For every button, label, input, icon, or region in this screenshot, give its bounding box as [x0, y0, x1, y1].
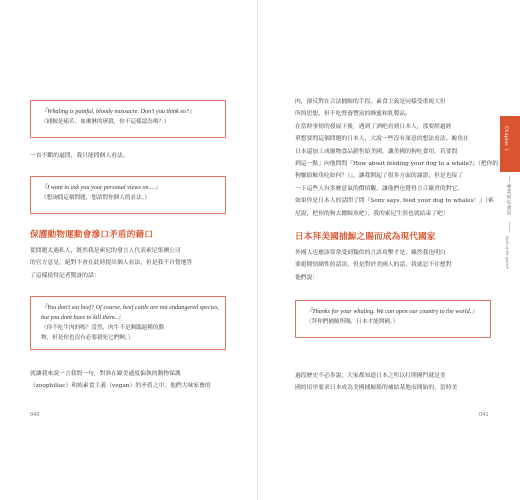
- paragraph: [30, 245, 192, 282]
- text-line: 外國人也應該常常受到類似的言語攻擊才是，雖然我也明白: [295, 250, 446, 256]
- chapter-title-en: Style of the speech: [505, 236, 510, 269]
- example-zh: （你不吃牛肉的嗎？當然，肉牛不是瀕臨絕種的動: [41, 325, 165, 331]
- section-heading: 保護動物運動會滲口矛盾的藉口: [30, 230, 154, 240]
- text-line: 肉，卻反對在合法捕鯨的手段。素食主義是同樣受重視大但: [295, 99, 446, 105]
- paragraph: [295, 370, 457, 395]
- text-line: 尼說，把你的狗去餵鯨魚吧），我的索尼生涯也就結束了吧！: [295, 210, 449, 217]
- example-box-2: [30, 176, 226, 214]
- text-line: 過段歷史不必多說，大家都知道日本之所以打開國門就是美: [295, 373, 446, 379]
- right-page: [259, 0, 520, 500]
- text-line: 要避開情緒性的話語，但是對於美國人的話，我就忍不住想對: [295, 262, 452, 269]
- left-page: [0, 0, 258, 500]
- text-line: 就讓我來說一言我問一句，對准在歐美過度偏執的動物保護: [30, 371, 181, 377]
- example-en: 『You don't eat beef? Of course, beef cattle are not endangered species,: [41, 304, 220, 311]
- example-en: but you dont have to kill them..』: [41, 314, 124, 321]
- text-line: 一下這些人有多麼意氣的價值觀，讓他們也覺得言合嚴責的對它。: [295, 185, 464, 192]
- text-line: 國的培里要求日本成為美國捕鯨船的補給基地而開始的，當時美: [295, 385, 458, 392]
- example-zh: （拜你們捕鯨所賜，日本才能開國。）: [306, 319, 399, 325]
- text-line: 的官方意見，絕對不會在此時提出個人看法，但是我不自覺地答: [30, 260, 193, 267]
- text-line: 在當時事情的發展下後，遇到了酒吧看到日本人，那要經過經: [295, 123, 452, 130]
- paragraph: [295, 247, 452, 284]
- example-box-1: [30, 100, 226, 138]
- text-line: 狗嫌給鯨魚吃如何？）』，讓我開起了很多方面的論證，但是也接了: [295, 173, 464, 180]
- page-number: 041: [479, 412, 489, 418]
- chapter-title-cn: 專業的定義這: [506, 184, 511, 216]
- text-line: 日本還加工成寵物食品銷售給美國，讓美國的狗吃食用。若要問: [295, 148, 458, 155]
- example-en: 『I want to ask you your personal views on....』: [41, 184, 161, 191]
- example-zh: （捕鯨是痛苦、血淋淋的屠殺，你不這樣認為嗎？）: [41, 119, 170, 125]
- text-line: 從問題太過私人，既然我是索尼的發言人代表索尼集團公司: [30, 248, 181, 254]
- side-divider: [509, 176, 510, 182]
- example-zh: 物，但是你也沒有必要殺死它們啊。）: [41, 335, 134, 341]
- example-en: 『Thanks for your whaling. We can open our country to the world.』: [306, 308, 478, 315]
- text-line: 了這樣使得記者驚訝的話：: [30, 272, 100, 279]
- paragraph: [295, 96, 498, 220]
- text-line: （zoophiliac）和純素食主義（vegan）的矛盾之中，他們大味家畜的: [30, 383, 211, 390]
- text-line: 所的思想，但不吃營養豐富的蜂蜜和乳製品。: [295, 111, 411, 118]
- text-line: 一直不斷的逼問，我只能問個人看法。: [30, 153, 129, 159]
- text-line: 如果你是日本人的話問了問『Sony says, feed your dog to whales！』（索: [295, 198, 494, 205]
- page-number: 040: [30, 412, 40, 418]
- chapter-tab: [500, 116, 520, 172]
- section-heading: 日本拜美國捕鯨之賜而成為現代國家: [295, 232, 436, 242]
- text-line: 單想要問這個問題的日本人，大說一些沒有深意的想法看法。鯨魚在: [295, 136, 469, 143]
- text-line: 他們說：: [295, 274, 319, 281]
- side-divider: [509, 222, 510, 232]
- example-en: 『Whaling is painful, bloody massacre. Don't you think so?』: [41, 108, 196, 115]
- example-zh: （想詢問這個問題，想請問你個人的看法。）: [41, 195, 151, 201]
- text-line: 到這一點」向他問問『How about feeding your dog to a whale?』（把你的: [295, 161, 499, 168]
- example-box: [295, 300, 491, 338]
- paragraph: [30, 150, 129, 162]
- paragraph: [30, 368, 211, 393]
- example-box-3: [30, 296, 226, 350]
- chapter-label: Chapter 1: [503, 126, 508, 152]
